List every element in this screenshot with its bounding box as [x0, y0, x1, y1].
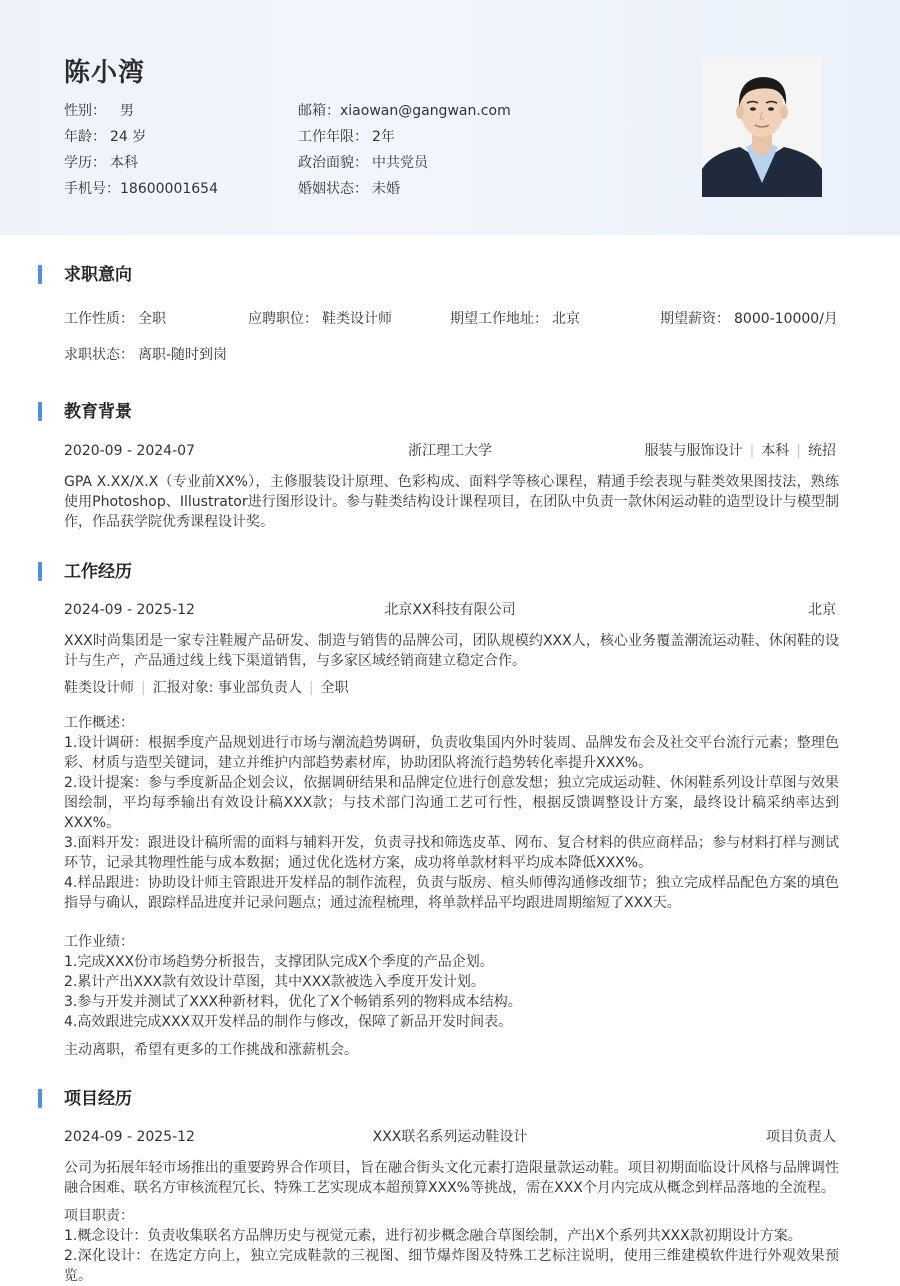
intent-position	[248, 309, 392, 329]
age-value: 24 岁	[110, 129, 147, 145]
work-duty-item: 3.面料开发：跟进设计稿所需的面料与辅料开发，负责寻找和筛选皮革、网布、复合材料的供应商样品；参与材料打样与测试环节，记录其物理性能与成本数据；通过优化选材方案，成功将单款材料平均成本降低XXX%。	[64, 835, 839, 871]
gender-value: 男	[120, 103, 134, 119]
work-role: 鞋类设计师	[64, 680, 134, 696]
work-achievements	[64, 932, 839, 1032]
marital-row	[298, 179, 400, 199]
intent-position-value: 鞋类设计师	[322, 311, 392, 327]
work-company-intro: XXX时尚集团是一家专注鞋履产品研发、制造与销售的品牌公司，团队规模约XXX人，核心业务覆盖潮流运动鞋、休闲鞋的设计与生产，产品通过线上线下渠道销售，与多家区域经销商建立稳定合作。	[64, 633, 839, 669]
gender-row	[64, 101, 134, 121]
work-overview	[64, 713, 839, 913]
age-row	[64, 127, 146, 147]
intent-location-value: 北京	[552, 311, 580, 327]
education-period: 2020-09 - 2024-07	[64, 443, 195, 459]
education-school: 浙江理工大学	[408, 443, 492, 459]
work-overview-label: 工作概述：	[64, 715, 134, 731]
section-accent-bar	[38, 265, 42, 284]
education-type: 统招	[808, 443, 836, 459]
section-title-project: 项目经历	[64, 1089, 132, 1109]
divider: |	[141, 680, 146, 696]
intent-position-label: 应聘职位：	[248, 311, 318, 327]
work-duty-item: 1.设计调研：根据季度产品规划进行市场与潮流趋势调研，负责收集国内外时装周、品牌发布会及社交平台流行元素；整理色彩、材质与造型关键词，建立并维护内部趋势素材库，协助团队将流行趋势转化率提升XXX%。	[64, 735, 839, 771]
political-row	[298, 153, 428, 173]
education-description: GPA X.XX/X.X（专业前XX%），主修服装设计原理、色彩构成、面料学等核心课程，精通手绘表现与鞋类效果图技法，熟练使用Photoshop、Illustrator进行图形设计。参与鞋类结构设计课程项目，在团队中负责一款休闲运动鞋的造型设计与模型制作，作品获学院优秀课程设计奖。	[64, 474, 839, 530]
phone-value: 18600001654	[120, 181, 218, 197]
intent-status-value: 离职-随时到岗	[138, 347, 228, 363]
gender-label: 性别：	[64, 103, 106, 119]
political-label: 政治面貌：	[298, 155, 368, 171]
work-report: 汇报对象: 事业部负责人	[152, 680, 302, 696]
work-company: 北京XX科技有限公司	[384, 602, 516, 618]
intent-location	[450, 309, 580, 329]
work-leave-reason: 主动离职，希望有更多的工作挑战和涨薪机会。	[64, 1042, 358, 1058]
section-accent-bar	[38, 1089, 42, 1108]
project-name: XXX联名系列运动鞋设计	[372, 1129, 528, 1145]
section-title-education: 教育背景	[64, 402, 132, 422]
education-degree: 本科	[761, 443, 790, 459]
section-accent-bar	[38, 562, 42, 581]
project-intro: 公司为拓展年轻市场推出的重要跨界合作项目，旨在融合街头文化元素打造限量款运动鞋。项目初期面临设计风格与品牌调性融合困难、联名方审核流程冗长、特殊工艺实现成本超预算XXX%等挑战，需在XXX个月内完成从概念到样品落地的全流程。	[64, 1160, 839, 1196]
years-label: 工作年限：	[298, 129, 368, 145]
project-period: 2024-09 - 2025-12	[64, 1129, 195, 1145]
work-period: 2024-09 - 2025-12	[64, 602, 195, 618]
section-title-work: 工作经历	[64, 562, 132, 582]
phone-label: 手机号：	[64, 181, 120, 197]
project-duties	[64, 1206, 839, 1286]
project-duty-item: 1.概念设计：负责收集联名方品牌历史与视觉元素，进行初步概念融合草图绘制，产出X个系列共XXX款初期设计方案。	[64, 1228, 802, 1244]
work-achievement-item: 2.累计产出XXX款有效设计草图，其中XXX款被选入季度开发计划。	[64, 974, 485, 990]
section-title-intent: 求职意向	[64, 265, 132, 285]
education-row	[64, 153, 138, 173]
work-duty-item: 4.样品跟进：协助设计师主管跟进开发样品的制作流程，负责与版房、楦头师傅沟通修改细节；独立完成样品配色方案的填色指导与确认，跟踪样品进度并记录问题点；通过流程梳理，将单款样品平均跟进周期缩短了XXX天。	[64, 875, 839, 911]
intent-nature-label: 工作性质：	[64, 311, 134, 327]
education-value: 本科	[110, 155, 138, 171]
divider: |	[796, 443, 801, 459]
candidate-name: 陈小湾	[64, 58, 146, 88]
section-accent-bar	[38, 402, 42, 421]
intent-salary-label: 期望薪资：	[660, 311, 730, 327]
intent-status	[64, 345, 227, 365]
work-duty-item: 2.设计提案：参与季度新品企划会议，依据调研结果和品牌定位进行创意发想；独立完成运动鞋、休闲鞋系列设计草图与效果图绘制，平均每季输出有效设计稿XXX款；与技术部门沟通工艺可行性，根据反馈调整设计方案，最终设计稿采纳率达到XXX%。	[64, 775, 839, 831]
project-role: 项目负责人	[766, 1129, 836, 1145]
education-label: 学历：	[64, 155, 106, 171]
avatar	[702, 57, 822, 197]
intent-status-label: 求职状态：	[64, 347, 134, 363]
portrait-photo	[702, 57, 822, 197]
work-achievement-label: 工作业绩：	[64, 934, 134, 950]
intent-location-label: 期望工作地址：	[450, 311, 548, 327]
marital-value: 未婚	[372, 181, 400, 197]
years-row	[298, 127, 395, 147]
intent-salary-value: 8000-10000/月	[734, 311, 838, 327]
intent-salary	[660, 309, 838, 329]
political-value: 中共党员	[372, 155, 428, 171]
work-type: 全职	[320, 680, 349, 696]
age-label: 年龄：	[64, 129, 106, 145]
divider: |	[749, 443, 755, 459]
education-meta	[540, 441, 836, 461]
phone-row	[64, 179, 218, 199]
work-city: 北京	[808, 602, 836, 618]
work-meta	[64, 678, 349, 698]
project-duty-label: 项目职责：	[64, 1208, 134, 1224]
education-major: 服装与服饰设计	[644, 443, 743, 459]
divider: |	[308, 680, 314, 696]
work-achievement-item: 1.完成XXX份市场趋势分析报告，支撑团队完成X个季度的产品企划。	[64, 954, 494, 970]
years-value: 2年	[372, 129, 395, 145]
email-row	[298, 101, 511, 121]
work-achievement-item: 3.参与开发并测试了XXX种新材料，优化了X个畅销系列的物料成本结构。	[64, 994, 522, 1010]
work-achievement-item: 4.高效跟进完成XXX双开发样品的制作与修改，保障了新品开发时间表。	[64, 1014, 513, 1030]
project-duty-item: 2.深化设计：在选定方向上，独立完成鞋款的三视图、细节爆炸图及特殊工艺标注说明，使用三维建模软件进行外观效果预览。	[64, 1248, 839, 1284]
intent-nature	[64, 309, 166, 329]
email-label: 邮箱：	[298, 103, 340, 119]
email-value[interactable]: xiaowan@gangwan.com	[340, 103, 511, 119]
marital-label: 婚姻状态：	[298, 181, 368, 197]
intent-nature-value: 全职	[138, 311, 166, 327]
